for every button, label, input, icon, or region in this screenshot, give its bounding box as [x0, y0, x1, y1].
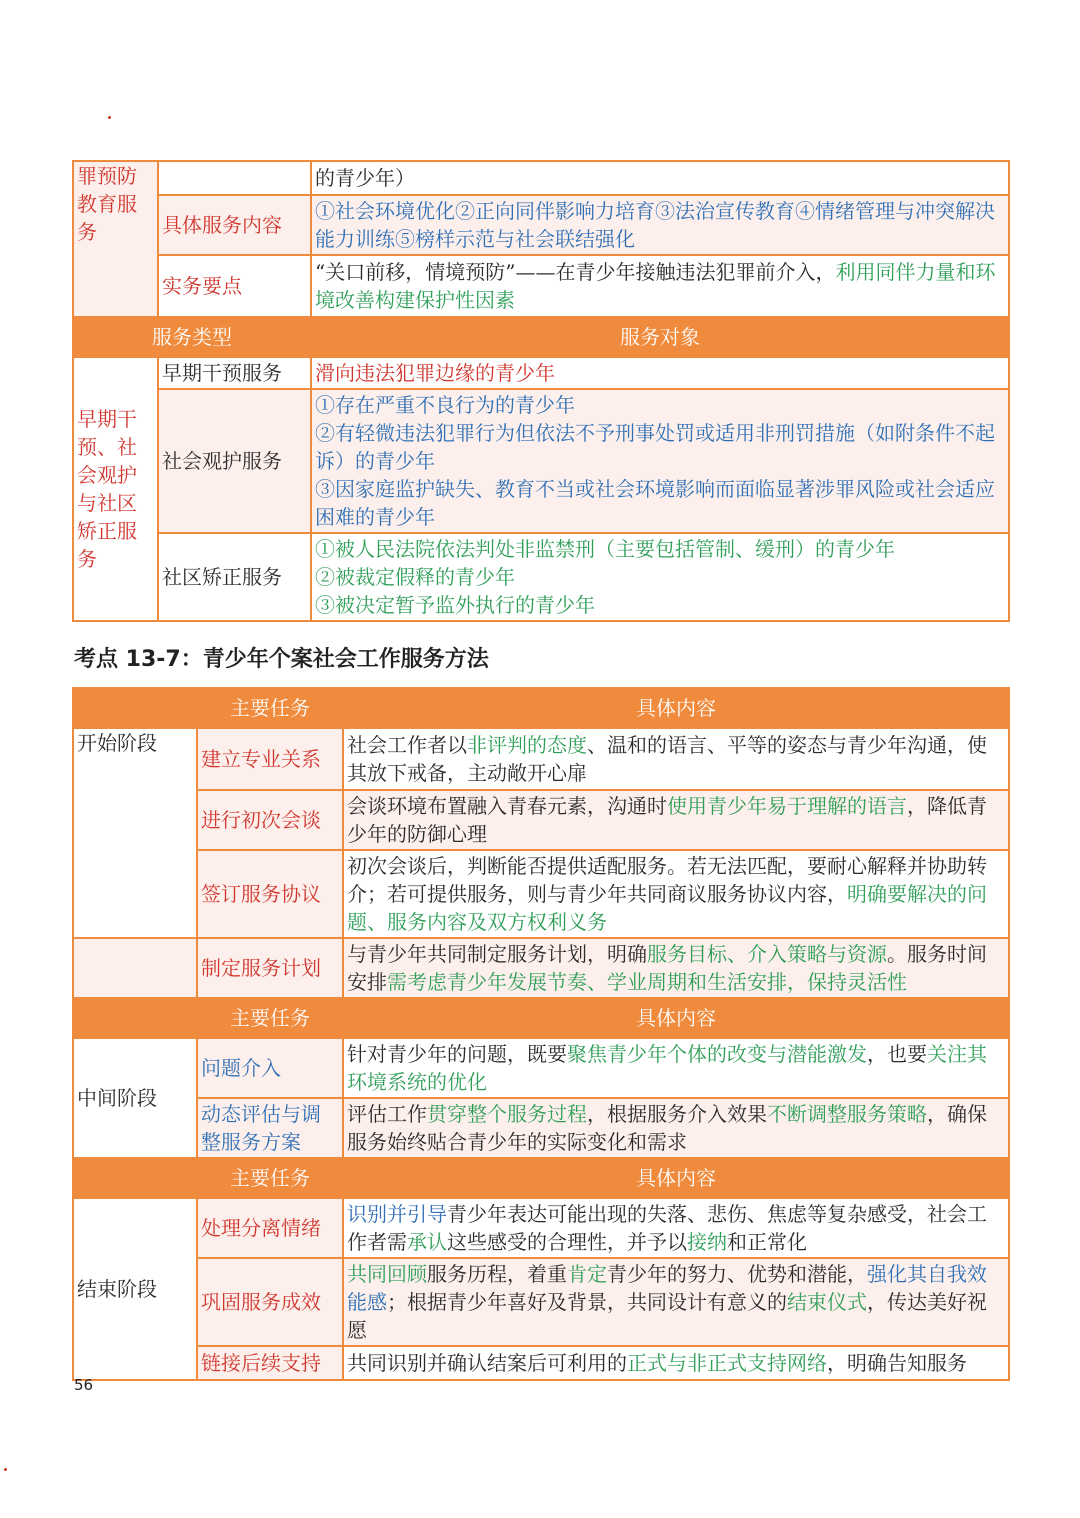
content-text: ①社会环境优化②正向同伴影响力培育③法治宣传教育④情绪管理与冲突解决能力训练⑤榜样示范与社会联结强化	[311, 195, 1009, 255]
task-link: 链接后续支持	[197, 1346, 343, 1380]
separation-text: 识别并引导青少年表达可能出现的失落、悲伤、焦虑等复杂感受，社会工作者需承认这些感受的合理性，并予以接纳和正常化	[343, 1198, 1009, 1258]
correction-label: 社区矫正服务	[158, 533, 311, 621]
evaluate-text: 评估工作贯穿整个服务过程，根据服务介入效果不断调整服务策略，确保服务始终贴合青少年的实际变化和需求	[343, 1098, 1009, 1158]
case-work-method-table	[72, 687, 1010, 1381]
observe-text: ①存在严重不良行为的青少年 ②有轻微违法犯罪行为但依法不予刑事处罚或适用非刑罚措施（如附条件不起诉）的青少年 ③因家庭监护缺失、教育不当或社会环境影响而面临显著涉罪风险或社会适应困难的青少年	[311, 389, 1009, 533]
category-cell: 罪预防教育服务	[73, 161, 158, 317]
service-type-table	[72, 160, 1010, 622]
task-relation: 建立专业关系	[197, 728, 343, 790]
relation-text: 社会工作者以非评判的态度、温和的语言、平等的姿态与青少年沟通，使其放下戒备，主动敞开心扉	[343, 728, 1009, 790]
key-points-label: 实务要点	[158, 255, 311, 317]
stage-end: 结束阶段	[73, 1198, 197, 1380]
header-content: 具体内容	[343, 998, 1009, 1038]
early-text: 滑向违法犯罪边缘的青少年	[311, 357, 1009, 389]
decorative-dot	[4, 1468, 7, 1471]
empty-cell	[73, 938, 197, 998]
page-number: 56	[74, 1376, 94, 1394]
task-plan: 制定服务计划	[197, 938, 343, 998]
header-service-target: 服务对象	[311, 317, 1009, 357]
task-consolidate: 巩固服务成效	[197, 1258, 343, 1346]
plan-text: 与青少年共同制定服务计划，明确服务目标、介入策略与资源。服务时间安排需考虑青少年发展节奏、学业周期和生活安排，保持灵活性	[343, 938, 1009, 998]
task-intervene: 问题介入	[197, 1038, 343, 1098]
stage-middle: 中间阶段	[73, 1038, 197, 1158]
category-cell: 早期干预、社会观护与社区矫正服务	[73, 357, 158, 621]
intervene-text: 针对青少年的问题，既要聚焦青少年个体的改变与潜能激发，也要关注其环境系统的优化	[343, 1038, 1009, 1098]
section-heading: 考点 13-7：青少年个案社会工作服务方法	[74, 647, 489, 672]
header-empty	[73, 688, 197, 728]
header-task: 主要任务	[197, 998, 343, 1038]
consolidate-text: 共同回顾服务历程，着重肯定青少年的努力、优势和潜能，强化其自我效能感；根据青少年喜好及背景，共同设计有意义的结束仪式，传达美好祝愿	[343, 1258, 1009, 1346]
key-points-text: “关口前移，情境预防”——在青少年接触违法犯罪前介入，利用同伴力量和环境改善构建保护性因素	[311, 255, 1009, 317]
correction-text: ①被人民法院依法判处非监禁刑（主要包括管制、缓刑）的青少年 ②被裁定假释的青少年 ③被决定暂予监外执行的青少年	[311, 533, 1009, 621]
header-content: 具体内容	[343, 1158, 1009, 1198]
decorative-dot	[108, 116, 111, 119]
task-interview: 进行初次会谈	[197, 790, 343, 850]
early-label: 早期干预服务	[158, 357, 311, 389]
empty-cell	[158, 161, 311, 195]
task-separation: 处理分离情绪	[197, 1198, 343, 1258]
header-content: 具体内容	[343, 688, 1009, 728]
target-cell: 的青少年）	[311, 161, 1009, 195]
observe-label: 社会观护服务	[158, 389, 311, 533]
task-evaluate: 动态评估与调整服务方案	[197, 1098, 343, 1158]
task-agreement: 签订服务协议	[197, 850, 343, 938]
header-service-type: 服务类型	[73, 317, 311, 357]
agreement-text: 初次会谈后，判断能否提供适配服务。若无法匹配，要耐心解释并协助转介；若可提供服务，则与青少年共同商议服务协议内容，明确要解决的问题、服务内容及双方权利义务	[343, 850, 1009, 938]
header-task: 主要任务	[197, 688, 343, 728]
header-task: 主要任务	[197, 1158, 343, 1198]
stage-start: 开始阶段	[73, 728, 197, 938]
link-text: 共同识别并确认结案后可利用的正式与非正式支持网络，明确告知服务	[343, 1346, 1009, 1380]
header-empty	[73, 1158, 197, 1198]
content-label: 具体服务内容	[158, 195, 311, 255]
interview-text: 会谈环境布置融入青春元素，沟通时使用青少年易于理解的语言，降低青少年的防御心理	[343, 790, 1009, 850]
header-empty	[73, 998, 197, 1038]
